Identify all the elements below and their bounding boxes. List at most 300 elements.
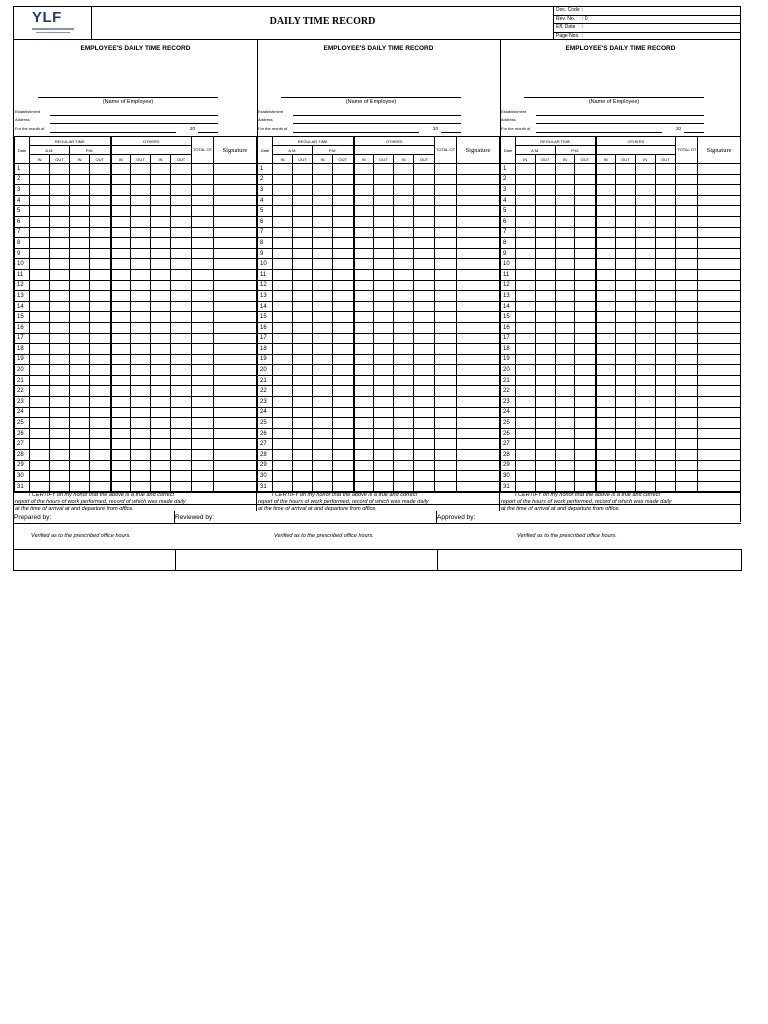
time-cell[interactable] [655, 259, 676, 270]
time-cell[interactable] [374, 312, 394, 323]
time-cell[interactable] [131, 174, 151, 185]
time-cell[interactable] [131, 460, 151, 471]
time-cell[interactable] [394, 216, 414, 227]
time-cell[interactable] [374, 301, 394, 312]
signature-cell[interactable] [457, 375, 500, 386]
time-cell[interactable] [555, 365, 575, 376]
time-cell[interactable] [131, 269, 151, 280]
total-ot-cell[interactable] [435, 291, 457, 302]
time-cell[interactable] [535, 195, 555, 206]
time-cell[interactable] [596, 238, 616, 249]
time-cell[interactable] [515, 375, 535, 386]
total-ot-cell[interactable] [676, 174, 698, 185]
time-cell[interactable] [635, 386, 655, 397]
time-cell[interactable] [414, 216, 435, 227]
time-cell[interactable] [635, 280, 655, 291]
time-cell[interactable] [273, 397, 293, 408]
time-cell[interactable] [151, 418, 171, 429]
signature-cell[interactable] [698, 206, 741, 217]
total-ot-cell[interactable] [676, 206, 698, 217]
time-cell[interactable] [575, 407, 596, 418]
time-cell[interactable] [555, 322, 575, 333]
time-cell[interactable] [70, 227, 90, 238]
address-field[interactable] [536, 123, 704, 124]
time-cell[interactable] [354, 259, 374, 270]
time-cell[interactable] [515, 216, 535, 227]
time-cell[interactable] [655, 333, 676, 344]
time-cell[interactable] [333, 471, 354, 482]
time-cell[interactable] [575, 206, 596, 217]
time-cell[interactable] [555, 269, 575, 280]
signature-cell[interactable] [698, 386, 741, 397]
time-cell[interactable] [171, 344, 192, 355]
time-cell[interactable] [615, 407, 635, 418]
time-cell[interactable] [515, 259, 535, 270]
signature-cell[interactable] [457, 195, 500, 206]
time-cell[interactable] [414, 439, 435, 450]
month-field[interactable] [536, 132, 662, 133]
time-cell[interactable] [171, 354, 192, 365]
time-cell[interactable] [50, 312, 70, 323]
signature-cell[interactable] [457, 439, 500, 450]
month-field[interactable] [293, 132, 419, 133]
time-cell[interactable] [635, 301, 655, 312]
time-cell[interactable] [374, 269, 394, 280]
time-cell[interactable] [354, 269, 374, 280]
time-cell[interactable] [90, 312, 111, 323]
time-cell[interactable] [90, 354, 111, 365]
time-cell[interactable] [394, 291, 414, 302]
time-cell[interactable] [374, 238, 394, 249]
time-cell[interactable] [333, 248, 354, 259]
time-cell[interactable] [596, 216, 616, 227]
total-ot-cell[interactable] [676, 227, 698, 238]
total-ot-cell[interactable] [676, 301, 698, 312]
time-cell[interactable] [111, 248, 131, 259]
time-cell[interactable] [394, 471, 414, 482]
total-ot-cell[interactable] [435, 439, 457, 450]
time-cell[interactable] [30, 216, 50, 227]
time-cell[interactable] [575, 471, 596, 482]
signature-cell[interactable] [214, 174, 257, 185]
time-cell[interactable] [273, 418, 293, 429]
time-cell[interactable] [333, 450, 354, 461]
time-cell[interactable] [575, 280, 596, 291]
time-cell[interactable] [515, 301, 535, 312]
time-cell[interactable] [171, 174, 192, 185]
time-cell[interactable] [30, 418, 50, 429]
time-cell[interactable] [30, 428, 50, 439]
signature-cell[interactable] [457, 248, 500, 259]
time-cell[interactable] [635, 333, 655, 344]
time-cell[interactable] [131, 471, 151, 482]
time-cell[interactable] [575, 238, 596, 249]
time-cell[interactable] [171, 418, 192, 429]
time-cell[interactable] [615, 471, 635, 482]
signature-cell[interactable] [457, 481, 500, 492]
time-cell[interactable] [555, 259, 575, 270]
time-cell[interactable] [555, 227, 575, 238]
time-cell[interactable] [575, 428, 596, 439]
time-cell[interactable] [90, 269, 111, 280]
time-cell[interactable] [635, 216, 655, 227]
time-cell[interactable] [70, 397, 90, 408]
time-cell[interactable] [30, 375, 50, 386]
signature-cell[interactable] [698, 269, 741, 280]
total-ot-cell[interactable] [435, 259, 457, 270]
total-ot-cell[interactable] [192, 450, 214, 461]
time-cell[interactable] [90, 291, 111, 302]
time-cell[interactable] [555, 333, 575, 344]
time-cell[interactable] [535, 386, 555, 397]
time-cell[interactable] [414, 227, 435, 238]
time-cell[interactable] [111, 238, 131, 249]
time-cell[interactable] [394, 259, 414, 270]
time-cell[interactable] [655, 439, 676, 450]
time-cell[interactable] [333, 227, 354, 238]
time-cell[interactable] [535, 322, 555, 333]
time-cell[interactable] [273, 291, 293, 302]
time-cell[interactable] [535, 280, 555, 291]
time-cell[interactable] [333, 174, 354, 185]
time-cell[interactable] [70, 460, 90, 471]
time-cell[interactable] [313, 312, 333, 323]
total-ot-cell[interactable] [435, 216, 457, 227]
time-cell[interactable] [354, 206, 374, 217]
time-cell[interactable] [414, 365, 435, 376]
total-ot-cell[interactable] [676, 333, 698, 344]
time-cell[interactable] [293, 269, 313, 280]
time-cell[interactable] [131, 418, 151, 429]
time-cell[interactable] [655, 471, 676, 482]
time-cell[interactable] [131, 248, 151, 259]
time-cell[interactable] [171, 460, 192, 471]
time-cell[interactable] [293, 248, 313, 259]
time-cell[interactable] [596, 291, 616, 302]
time-cell[interactable] [354, 365, 374, 376]
time-cell[interactable] [171, 322, 192, 333]
time-cell[interactable] [30, 238, 50, 249]
time-cell[interactable] [111, 471, 131, 482]
time-cell[interactable] [111, 206, 131, 217]
time-cell[interactable] [70, 333, 90, 344]
time-cell[interactable] [111, 450, 131, 461]
total-ot-cell[interactable] [192, 439, 214, 450]
total-ot-cell[interactable] [192, 428, 214, 439]
time-cell[interactable] [414, 185, 435, 196]
time-cell[interactable] [293, 216, 313, 227]
signature-cell[interactable] [698, 280, 741, 291]
time-cell[interactable] [333, 407, 354, 418]
signature-cell[interactable] [214, 354, 257, 365]
time-cell[interactable] [273, 344, 293, 355]
time-cell[interactable] [111, 291, 131, 302]
time-cell[interactable] [171, 481, 192, 492]
signature-cell[interactable] [214, 248, 257, 259]
time-cell[interactable] [171, 312, 192, 323]
total-ot-cell[interactable] [435, 301, 457, 312]
time-cell[interactable] [313, 439, 333, 450]
time-cell[interactable] [515, 460, 535, 471]
total-ot-cell[interactable] [435, 312, 457, 323]
total-ot-cell[interactable] [192, 227, 214, 238]
time-cell[interactable] [596, 344, 616, 355]
time-cell[interactable] [615, 322, 635, 333]
time-cell[interactable] [313, 418, 333, 429]
time-cell[interactable] [273, 312, 293, 323]
time-cell[interactable] [555, 481, 575, 492]
time-cell[interactable] [635, 164, 655, 175]
time-cell[interactable] [273, 450, 293, 461]
time-cell[interactable] [293, 481, 313, 492]
time-cell[interactable] [90, 375, 111, 386]
time-cell[interactable] [50, 418, 70, 429]
time-cell[interactable] [313, 460, 333, 471]
time-cell[interactable] [414, 322, 435, 333]
time-cell[interactable] [535, 227, 555, 238]
time-cell[interactable] [333, 418, 354, 429]
time-cell[interactable] [354, 301, 374, 312]
time-cell[interactable] [273, 481, 293, 492]
total-ot-cell[interactable] [192, 216, 214, 227]
total-ot-cell[interactable] [676, 418, 698, 429]
time-cell[interactable] [515, 397, 535, 408]
time-cell[interactable] [70, 471, 90, 482]
time-cell[interactable] [394, 386, 414, 397]
time-cell[interactable] [151, 195, 171, 206]
time-cell[interactable] [90, 164, 111, 175]
time-cell[interactable] [374, 322, 394, 333]
time-cell[interactable] [171, 375, 192, 386]
time-cell[interactable] [575, 354, 596, 365]
time-cell[interactable] [354, 386, 374, 397]
time-cell[interactable] [90, 450, 111, 461]
time-cell[interactable] [575, 301, 596, 312]
time-cell[interactable] [535, 450, 555, 461]
time-cell[interactable] [354, 397, 374, 408]
signature-cell[interactable] [457, 174, 500, 185]
total-ot-cell[interactable] [676, 344, 698, 355]
time-cell[interactable] [635, 195, 655, 206]
time-cell[interactable] [30, 291, 50, 302]
time-cell[interactable] [171, 238, 192, 249]
time-cell[interactable] [615, 248, 635, 259]
time-cell[interactable] [615, 206, 635, 217]
time-cell[interactable] [515, 185, 535, 196]
time-cell[interactable] [111, 418, 131, 429]
time-cell[interactable] [394, 333, 414, 344]
time-cell[interactable] [111, 375, 131, 386]
time-cell[interactable] [596, 450, 616, 461]
time-cell[interactable] [111, 365, 131, 376]
signature-cell[interactable] [457, 333, 500, 344]
time-cell[interactable] [313, 301, 333, 312]
time-cell[interactable] [655, 216, 676, 227]
time-cell[interactable] [635, 238, 655, 249]
time-cell[interactable] [111, 344, 131, 355]
signature-cell[interactable] [698, 312, 741, 323]
time-cell[interactable] [111, 280, 131, 291]
time-cell[interactable] [655, 269, 676, 280]
time-cell[interactable] [70, 365, 90, 376]
time-cell[interactable] [90, 185, 111, 196]
time-cell[interactable] [414, 354, 435, 365]
time-cell[interactable] [555, 238, 575, 249]
time-cell[interactable] [374, 418, 394, 429]
time-cell[interactable] [293, 428, 313, 439]
time-cell[interactable] [535, 164, 555, 175]
time-cell[interactable] [333, 365, 354, 376]
time-cell[interactable] [596, 312, 616, 323]
signature-cell[interactable] [698, 195, 741, 206]
time-cell[interactable] [635, 322, 655, 333]
time-cell[interactable] [131, 386, 151, 397]
total-ot-cell[interactable] [192, 333, 214, 344]
time-cell[interactable] [515, 344, 535, 355]
time-cell[interactable] [635, 312, 655, 323]
time-cell[interactable] [354, 280, 374, 291]
time-cell[interactable] [596, 248, 616, 259]
time-cell[interactable] [313, 333, 333, 344]
total-ot-cell[interactable] [676, 269, 698, 280]
time-cell[interactable] [30, 269, 50, 280]
time-cell[interactable] [333, 322, 354, 333]
time-cell[interactable] [394, 164, 414, 175]
time-cell[interactable] [615, 291, 635, 302]
time-cell[interactable] [151, 354, 171, 365]
time-cell[interactable] [655, 206, 676, 217]
signature-cell[interactable] [214, 227, 257, 238]
signature-cell[interactable] [457, 269, 500, 280]
time-cell[interactable] [50, 301, 70, 312]
time-cell[interactable] [555, 354, 575, 365]
time-cell[interactable] [90, 471, 111, 482]
time-cell[interactable] [70, 344, 90, 355]
establishment-field[interactable] [293, 115, 461, 116]
time-cell[interactable] [615, 397, 635, 408]
time-cell[interactable] [655, 407, 676, 418]
time-cell[interactable] [70, 481, 90, 492]
signature-cell[interactable] [214, 471, 257, 482]
time-cell[interactable] [394, 174, 414, 185]
signature-cell[interactable] [698, 428, 741, 439]
time-cell[interactable] [374, 460, 394, 471]
time-cell[interactable] [515, 333, 535, 344]
time-cell[interactable] [354, 481, 374, 492]
time-cell[interactable] [555, 195, 575, 206]
time-cell[interactable] [374, 344, 394, 355]
time-cell[interactable] [293, 386, 313, 397]
time-cell[interactable] [171, 386, 192, 397]
total-ot-cell[interactable] [676, 280, 698, 291]
time-cell[interactable] [30, 195, 50, 206]
time-cell[interactable] [515, 354, 535, 365]
time-cell[interactable] [131, 216, 151, 227]
time-cell[interactable] [655, 428, 676, 439]
time-cell[interactable] [90, 206, 111, 217]
time-cell[interactable] [313, 322, 333, 333]
time-cell[interactable] [293, 291, 313, 302]
time-cell[interactable] [313, 397, 333, 408]
time-cell[interactable] [394, 301, 414, 312]
time-cell[interactable] [50, 195, 70, 206]
signature-cell[interactable] [457, 418, 500, 429]
time-cell[interactable] [394, 481, 414, 492]
total-ot-cell[interactable] [676, 354, 698, 365]
time-cell[interactable] [655, 248, 676, 259]
time-cell[interactable] [333, 397, 354, 408]
time-cell[interactable] [293, 354, 313, 365]
time-cell[interactable] [615, 216, 635, 227]
signature-cell[interactable] [214, 365, 257, 376]
time-cell[interactable] [615, 344, 635, 355]
time-cell[interactable] [515, 174, 535, 185]
time-cell[interactable] [111, 354, 131, 365]
total-ot-cell[interactable] [192, 269, 214, 280]
time-cell[interactable] [414, 195, 435, 206]
time-cell[interactable] [535, 460, 555, 471]
total-ot-cell[interactable] [676, 365, 698, 376]
time-cell[interactable] [151, 397, 171, 408]
time-cell[interactable] [596, 386, 616, 397]
time-cell[interactable] [30, 259, 50, 270]
time-cell[interactable] [313, 164, 333, 175]
time-cell[interactable] [596, 439, 616, 450]
time-cell[interactable] [151, 206, 171, 217]
time-cell[interactable] [70, 450, 90, 461]
time-cell[interactable] [655, 397, 676, 408]
time-cell[interactable] [50, 386, 70, 397]
total-ot-cell[interactable] [435, 397, 457, 408]
time-cell[interactable] [30, 333, 50, 344]
total-ot-cell[interactable] [192, 344, 214, 355]
signature-cell[interactable] [457, 407, 500, 418]
time-cell[interactable] [50, 248, 70, 259]
total-ot-cell[interactable] [435, 269, 457, 280]
time-cell[interactable] [535, 365, 555, 376]
signature-cell[interactable] [698, 259, 741, 270]
total-ot-cell[interactable] [192, 386, 214, 397]
total-ot-cell[interactable] [192, 185, 214, 196]
time-cell[interactable] [515, 195, 535, 206]
time-cell[interactable] [635, 375, 655, 386]
time-cell[interactable] [111, 164, 131, 175]
time-cell[interactable] [70, 248, 90, 259]
time-cell[interactable] [596, 280, 616, 291]
total-ot-cell[interactable] [676, 291, 698, 302]
time-cell[interactable] [313, 248, 333, 259]
time-cell[interactable] [30, 354, 50, 365]
year-field[interactable] [198, 132, 218, 133]
total-ot-cell[interactable] [435, 206, 457, 217]
time-cell[interactable] [596, 333, 616, 344]
time-cell[interactable] [575, 344, 596, 355]
time-cell[interactable] [90, 397, 111, 408]
time-cell[interactable] [30, 460, 50, 471]
total-ot-cell[interactable] [676, 428, 698, 439]
time-cell[interactable] [515, 291, 535, 302]
time-cell[interactable] [535, 259, 555, 270]
total-ot-cell[interactable] [676, 238, 698, 249]
total-ot-cell[interactable] [676, 312, 698, 323]
total-ot-cell[interactable] [435, 418, 457, 429]
time-cell[interactable] [374, 280, 394, 291]
time-cell[interactable] [313, 354, 333, 365]
time-cell[interactable] [111, 460, 131, 471]
time-cell[interactable] [30, 344, 50, 355]
total-ot-cell[interactable] [435, 185, 457, 196]
time-cell[interactable] [394, 397, 414, 408]
